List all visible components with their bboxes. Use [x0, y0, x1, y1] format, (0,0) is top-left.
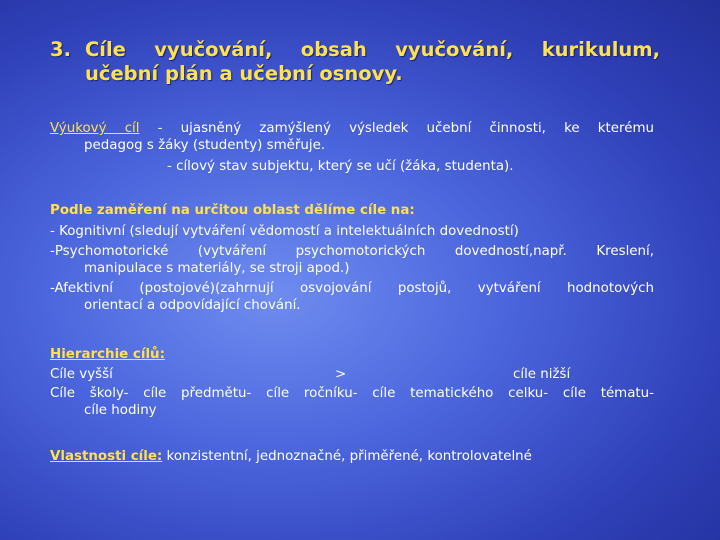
- hierarchie-heading: Hierarchie cílů:: [50, 347, 165, 362]
- vyukovy-cil-section: [50, 120, 654, 175]
- deleni-section: [50, 202, 654, 314]
- vlastnosti-list: konzistentní, jednoznačné, přiměřené, kontrolovatelné: [162, 449, 532, 464]
- deleni-item-kognitivni: - Kognitivní (sledují vytváření vědomostí a intelektuálních dovedností): [50, 224, 519, 239]
- vyukovy-cil-line-2: pedagog s žáky (studenty) směřuje.: [84, 138, 326, 153]
- hierarchie-section: [50, 346, 654, 419]
- hierarchie-row: [50, 366, 654, 383]
- vyukovy-cil-term: Výukový cíl: [50, 121, 140, 136]
- vlastnosti-term: Vlastnosti cíle:: [50, 449, 163, 464]
- deleni-heading: Podle zaměření na určitou oblast dělíme cíle na:: [50, 203, 415, 218]
- vlastnosti-section: [50, 448, 654, 465]
- hierarchie-line-2: Cíle školy- cíle předmětu- cíle ročníku- cíle tematického celku- cíle tématu-: [50, 386, 654, 401]
- title-line-2: učební plán a učební osnovy.: [85, 62, 403, 85]
- deleni-item-afektivni-cont: orientací a odpovídající chování.: [84, 298, 301, 313]
- deleni-item-afektivni: -Afektivní (postojové)(zahrnují osvojování postojů, vytváření hodnotových: [50, 281, 654, 296]
- hierarchie-right: cíle nižší: [513, 367, 571, 382]
- title-line-1: Cíle vyučování, obsah vyučování, kurikulum,: [85, 38, 660, 61]
- vyukovy-cil-line-3: - cílový stav subjektu, který se učí (žáka, studenta).: [167, 159, 514, 174]
- deleni-item-psychomotoricke: -Psychomotorické (vytváření psychomotorických dovedností,např. Kreslení,: [50, 244, 654, 259]
- vyukovy-cil-definition-1: - ujasněný zamýšlený výsledek učební činnosti, ke kterému: [139, 121, 654, 136]
- hierarchie-left: Cíle vyšší: [50, 367, 113, 382]
- hierarchie-arrow: >: [335, 367, 347, 382]
- title-number: 3.: [50, 38, 71, 61]
- hierarchie-line-3: cíle hodiny: [84, 403, 157, 418]
- vyukovy-cil-line-1: [50, 120, 654, 137]
- deleni-item-psychomotoricke-cont: manipulace s materiály, se stroji apod.): [84, 261, 350, 276]
